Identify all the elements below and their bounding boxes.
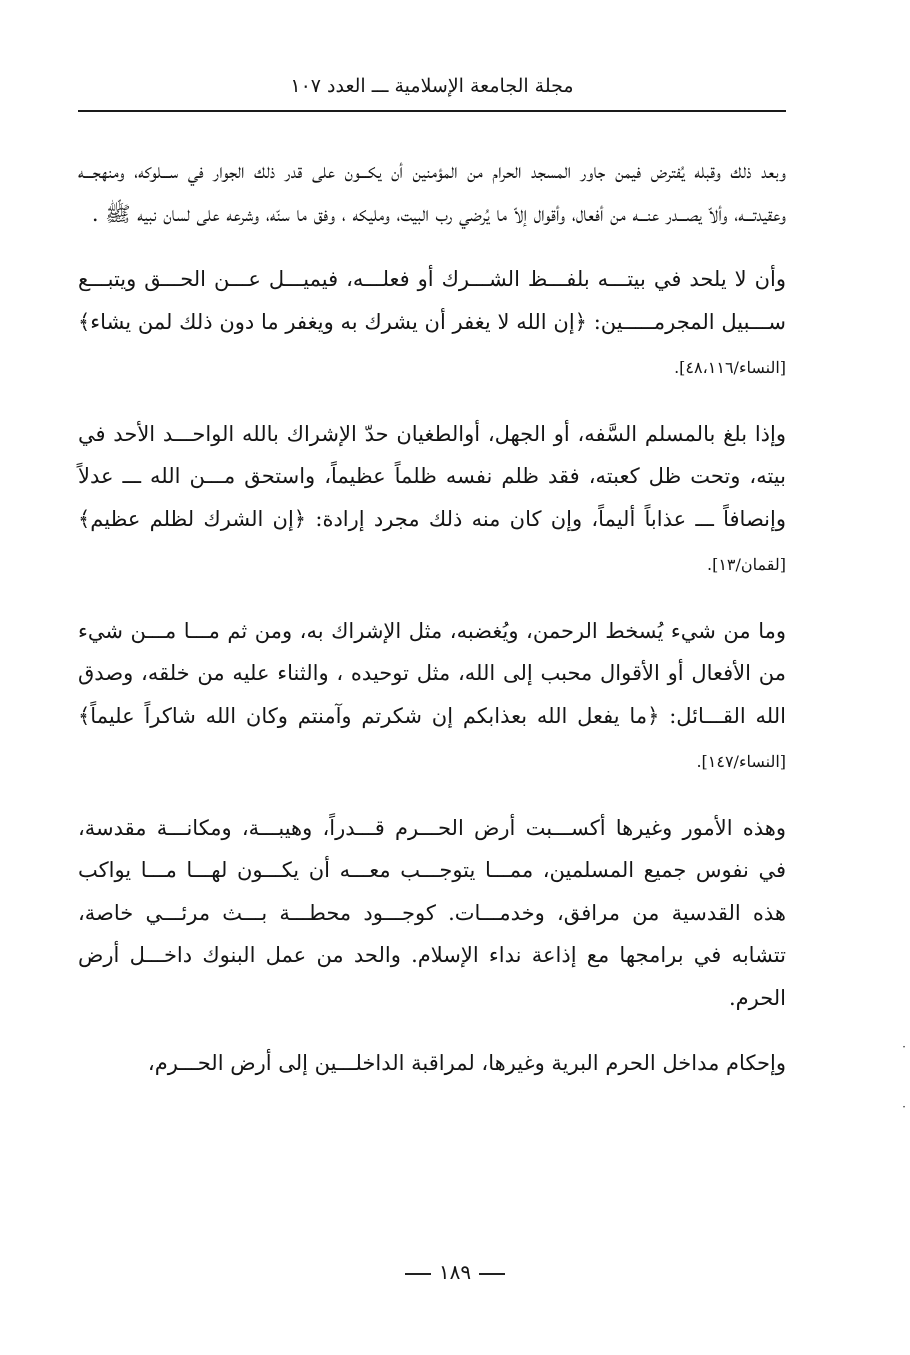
quran-verse: ﴿ما يفعل الله بعذابكم إن شكرتم وآمنتم وكان الله شاكراً عليماً﴾ — [78, 703, 660, 728]
quran-verse: ﴿إن الله لا يغفر أن يشرك به ويغفر ما دون ذلك لمن يشاء﴾ — [78, 309, 587, 334]
paragraph-text: وما من شيء يُسخط الرحمن، ويُغضبه، مثل الإشراك به، ومن ثم مـــا مـــن شيء من الأفعال أو الأقوال محبب إلى الله، مثل توحيده ، والثناء عليه من خلقه، وصدق الله القـــائل: — [78, 618, 786, 728]
running-header: مجلة الجامعة الإسلامية ـــ العدد ١٠٧ — [290, 75, 574, 97]
paragraph-text: وبعد ذلك وقبله يُفترض فيمن جاور المسجد الحرام من المؤمنين أن يكـــون على قدر ذلك الجوار في ســـلوكه، ومنهجـــه وعقيدتـــه، وألاّ يصـــدر عنـــه من أفعال، وأقوال إلاّ ما يُرضي رب البيت، ومليكه ، وفق ما سنّه، وشرعه على لسان نبيه ﷺ . — [78, 159, 786, 226]
paragraph — [78, 413, 786, 587]
quran-verse: ﴿إن الشرك لظلم عظيم﴾ — [78, 506, 307, 531]
body-text — [78, 150, 786, 1085]
paragraph — [78, 150, 786, 235]
paragraph — [78, 610, 786, 784]
scan-edge-mark: · — [902, 1040, 906, 1054]
paragraph — [78, 1042, 786, 1085]
paragraph-text: وهذه الأمور وغيرها أكســـبت أرض الحـــرم قـــدراً، وهيبـــة، ومكانـــة مقدسة، في نفوس جميع المسلمين، ممـــا يتوجـــب معـــه أن يكـــون لهـــا مـــا يواكب هذه القدسية من مرافق، وخدمـــات. كوجـــود محطـــة بـــث مرئـــي خاصة، تتشابه في برامجها مع إذاعة نداء الإسلام. والحد من عمل البنوك داخـــل أرض الحرم. — [78, 815, 786, 1010]
paragraph-text: وأن لا يلحد في بيتـــه بلفـــظ الشـــرك أو فعلـــه، فيميـــل عـــن الحـــق ويتبـــع ســـبيل المجرمـــــين: — [78, 267, 786, 334]
footer-dash — [479, 1273, 505, 1275]
page-number: ١٨٩ — [438, 1260, 472, 1284]
verse-reference: [النساء/١٤٧]. — [696, 752, 786, 771]
paragraph — [78, 807, 786, 1020]
footer-dash — [405, 1273, 431, 1275]
scan-edge-mark: · — [902, 1100, 906, 1114]
header-divider — [78, 110, 786, 112]
paragraph-text: وإذا بلغ بالمسلم السَّفه، أو الجهل، أوالطغيان حدّ الإشراك بالله الواحـــد الأحد في بيته، وتحت ظل كعبته، فقد ظلم نفسه ظلماً عظيماً، واستحق مـــن الله ـــ عدلاً وإنصافاً ـــ عذاباً أليماً، وإن كان منه ذلك مجرد إرادة: — [78, 421, 786, 531]
verse-reference: [لقمان/١٣]. — [707, 555, 786, 574]
page-footer — [0, 1260, 910, 1284]
verse-reference: [النساء/٤٨،١١٦]. — [674, 358, 786, 377]
paragraph — [78, 258, 786, 390]
paragraph-text: وإحكام مداخل الحرم البرية وغيرها، لمراقبة الداخلـــين إلى أرض الحـــرم، — [147, 1051, 786, 1075]
